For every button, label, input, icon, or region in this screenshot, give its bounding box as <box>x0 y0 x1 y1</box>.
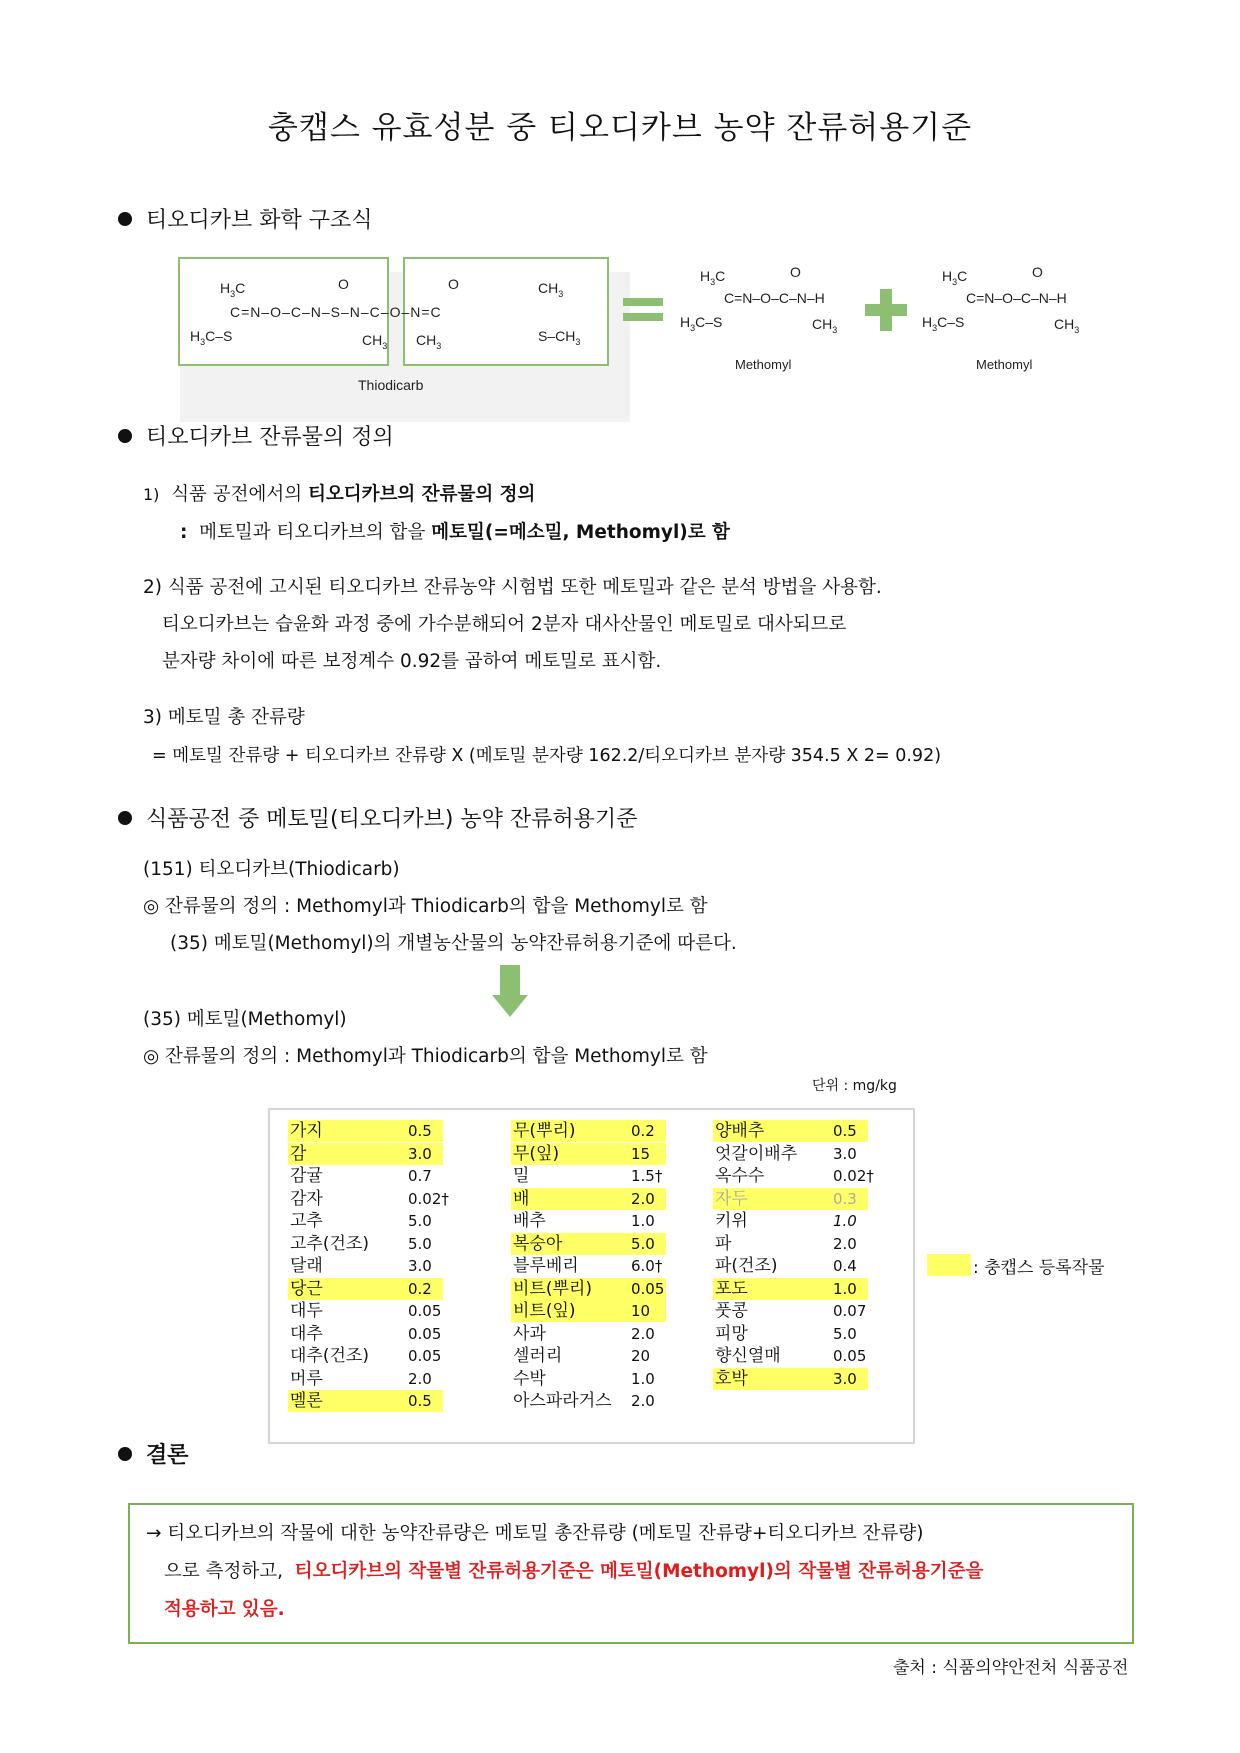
mrl-value: 3.0 <box>408 1144 432 1163</box>
table-row <box>713 1323 868 1345</box>
crop-name: 머루 <box>290 1368 323 1389</box>
table-row <box>713 1165 874 1187</box>
mrl-value: 1.5† <box>631 1167 663 1185</box>
mrl-value: 5.0 <box>408 1212 432 1230</box>
methomyl-structure-2: $H_3C$ O C=N–O–C–N–H $H_3C-S$ $CH_3$ <box>922 264 1080 335</box>
table-row <box>288 1323 443 1345</box>
mrl-value: 0.02† <box>833 1167 874 1185</box>
table-row <box>713 1233 868 1255</box>
table-row <box>288 1390 443 1412</box>
section-heading-conclusion: 결론 <box>118 1438 189 1469</box>
down-arrow-icon <box>500 965 520 995</box>
mrl-value: 2.0 <box>631 1189 655 1208</box>
crop-name: 배 <box>513 1188 530 1209</box>
crop-name: 복숭아 <box>513 1233 563 1254</box>
mrl-value: 0.05 <box>631 1279 665 1298</box>
page-title: 충캡스 유효성분 중 티오디카브 농약 잔류허용기준 <box>267 110 973 146</box>
table-row <box>288 1143 443 1165</box>
crop-name: 피망 <box>715 1323 748 1344</box>
crop-name: 멜론 <box>290 1391 323 1411</box>
mrl-value: 3.0 <box>833 1144 857 1163</box>
mrl-value: 1.0 <box>833 1212 857 1230</box>
table-row <box>288 1210 443 1232</box>
crop-name: 아스파라거스 <box>513 1391 612 1411</box>
table-row <box>511 1210 666 1232</box>
table-row <box>713 1368 868 1390</box>
bullet-icon <box>118 212 132 226</box>
source-citation: 출처 : 식품의약안전처 식품공전 <box>893 1658 1129 1678</box>
follow-methomyl-line: (35) 메토밀(Methomyl)의 개별농산물의 농약잔류허용기준에 따른다. <box>170 933 737 954</box>
table-row <box>713 1120 868 1142</box>
crop-name: 엇갈이배추 <box>715 1143 798 1164</box>
table-row <box>511 1390 666 1412</box>
crop-name: 사과 <box>513 1323 546 1344</box>
table-row <box>713 1345 868 1367</box>
table-row <box>713 1278 868 1300</box>
conclusion-line-2: 으로 측정하고, 티오디카브의 작물별 잔류허용기준은 메토밀(Methomyl)의 작물별 잔류허용기준을 <box>164 1561 984 1582</box>
crop-name: 파 <box>715 1233 732 1254</box>
mrl-value: 0.5 <box>408 1122 432 1140</box>
mrl-value: 5.0 <box>631 1234 655 1253</box>
mrl-value: 0.02† <box>408 1189 449 1208</box>
crop-name: 양배추 <box>715 1121 765 1141</box>
mrl-value: 1.0 <box>833 1279 857 1298</box>
crop-name: 옥수수 <box>715 1166 765 1186</box>
methomyl-label-2: Methomyl <box>976 357 1033 372</box>
mrl-value: 2.0 <box>631 1392 655 1410</box>
code-151-line: (151) 티오디카브(Thiodicarb) <box>143 859 400 880</box>
crop-name: 대추(건조) <box>290 1346 369 1366</box>
table-row <box>713 1300 868 1322</box>
crop-name: 블루베리 <box>513 1256 579 1276</box>
table-row <box>288 1255 443 1277</box>
crop-name: 수박 <box>513 1368 546 1389</box>
crop-name: 밀 <box>513 1166 530 1186</box>
methomyl-label-1: Methomyl <box>735 357 792 372</box>
table-row <box>288 1165 443 1187</box>
crop-name: 파(건조) <box>715 1256 778 1276</box>
crop-name: 고추 <box>290 1211 323 1231</box>
mrl-value: 0.05 <box>408 1302 442 1320</box>
definition-item-2-line2: 티오디카브는 습윤화 과정 중에 가수분해되어 2분자 대사산물인 메토밀로 대사되므로 <box>162 614 847 635</box>
crop-name: 비트(뿌리) <box>513 1278 592 1299</box>
down-arrow-head <box>492 995 528 1017</box>
crop-name: 풋콩 <box>715 1301 748 1321</box>
mrl-value: 0.4 <box>833 1257 857 1275</box>
residue-definition-1: ◎ 잔류물의 정의 : Methomyl과 Thiodicarb의 합을 Methomyl로 함 <box>143 896 708 917</box>
bullet-icon <box>118 1447 132 1461</box>
mrl-value: 0.2 <box>631 1122 655 1140</box>
table-row <box>288 1368 443 1390</box>
table-row <box>288 1188 449 1210</box>
table-row <box>288 1120 443 1142</box>
mrl-value: 20 <box>631 1347 651 1365</box>
mrl-value: 0.07 <box>833 1302 867 1320</box>
crop-name: 대두 <box>290 1301 323 1321</box>
mrl-value: 3.0 <box>833 1369 857 1388</box>
unit-label: 단위 : mg/kg <box>812 1078 897 1094</box>
section-heading-mrl: 식품공전 중 메토밀(티오디카브) 농약 잔류허용기준 <box>118 802 637 833</box>
residue-definition-2: ◎ 잔류물의 정의 : Methomyl과 Thiodicarb의 합을 Methomyl로 함 <box>143 1046 708 1067</box>
legend-label: : 충캡스 등록작물 <box>973 1258 1105 1278</box>
definition-item-2-line3: 분자량 차이에 따른 보정계수 0.92를 곱하여 메토밀로 표시함. <box>162 651 662 672</box>
table-row <box>288 1300 443 1322</box>
definition-item-1-sub: : 메토밀과 티오디카브의 합을 메토밀(=메소밀, Methomyl)로 함 <box>180 522 730 543</box>
mrl-value: 0.3 <box>833 1189 857 1208</box>
mrl-table <box>268 1108 915 1444</box>
table-row <box>713 1255 868 1277</box>
crop-name: 포도 <box>715 1278 748 1299</box>
section-heading-structure: 티오디카브 화학 구조식 <box>118 203 373 234</box>
conclusion-line-1: → 티오디카브의 작물에 대한 농약잔류량은 메토밀 총잔류량 (메토밀 잔류량+티오디카브 잔류량) <box>146 1523 924 1544</box>
crop-name: 비트(잎) <box>513 1301 576 1321</box>
mrl-value: 2.0 <box>408 1369 432 1388</box>
mrl-value: 2.0 <box>833 1234 857 1253</box>
plus-icon-bar <box>880 289 892 331</box>
mrl-value: 5.0 <box>833 1324 857 1343</box>
mrl-value: 5.0 <box>408 1234 432 1253</box>
legend-swatch <box>927 1254 971 1276</box>
table-row <box>511 1143 666 1165</box>
table-row <box>511 1368 666 1390</box>
mrl-value: 3.0 <box>408 1257 432 1275</box>
equals-icon-bar <box>623 313 663 321</box>
mrl-value: 2.0 <box>631 1324 655 1343</box>
table-row <box>511 1323 666 1345</box>
table-row <box>288 1345 443 1367</box>
crop-name: 호박 <box>715 1368 748 1389</box>
crop-name: 가지 <box>290 1121 323 1141</box>
table-row <box>713 1188 868 1210</box>
crop-name: 감자 <box>290 1188 323 1209</box>
table-row <box>511 1165 666 1187</box>
code-35-line: (35) 메토밀(Methomyl) <box>143 1009 347 1030</box>
table-row <box>511 1278 666 1300</box>
bullet-icon <box>118 429 132 443</box>
mrl-value: 15 <box>631 1144 651 1163</box>
mrl-value: 6.0† <box>631 1257 663 1275</box>
mrl-value: 0.05 <box>408 1347 442 1365</box>
table-row <box>511 1345 666 1367</box>
crop-name: 무(잎) <box>513 1143 560 1164</box>
methomyl-structure-1: $H_3C$ O C=N–O–C–N–H $H_3C-S$ $CH_3$ <box>680 264 838 335</box>
thiodicarb-label: Thiodicarb <box>358 377 424 393</box>
mrl-value: 0.05 <box>833 1347 867 1365</box>
equals-icon <box>623 298 663 306</box>
crop-name: 배추 <box>513 1211 546 1231</box>
mrl-value: 0.2 <box>408 1279 432 1298</box>
mrl-value: 0.5 <box>408 1392 432 1410</box>
table-row <box>713 1210 868 1232</box>
table-row <box>511 1233 666 1255</box>
crop-name: 무(뿌리) <box>513 1121 576 1141</box>
conclusion-line-3: 적용하고 있음. <box>164 1599 285 1620</box>
conclusion-box <box>128 1503 1134 1644</box>
table-row <box>288 1233 443 1255</box>
table-row <box>288 1278 443 1300</box>
crop-name: 감귤 <box>290 1166 323 1186</box>
definition-item-3-formula: = 메토밀 잔류량 + 티오디카브 잔류량 X (메토밀 분자량 162.2/티오디카브 분자량 354.5 X 2= 0.92) <box>152 746 942 766</box>
thiodicarb-structure: $H_3C$ O O $CH_3$ C=N–O–C–N–S–N–C–O–N=C $H_3C-S$ $CH_3$ $CH_3$ $S-CH_3$ <box>190 276 581 351</box>
mrl-value: 0.7 <box>408 1167 432 1185</box>
crop-name: 대추 <box>290 1323 323 1344</box>
definition-item-1: 1) 식품 공전에서의 티오디카브의 잔류물의 정의 <box>143 484 536 505</box>
table-row <box>511 1255 666 1277</box>
table-row <box>511 1188 666 1210</box>
table-row <box>511 1300 666 1322</box>
mrl-value: 10 <box>631 1302 651 1320</box>
crop-name: 향신열매 <box>715 1346 781 1366</box>
crop-name: 당근 <box>290 1278 323 1299</box>
mrl-value: 1.0 <box>631 1212 655 1230</box>
table-row <box>713 1143 868 1165</box>
crop-name: 셀러리 <box>513 1346 563 1366</box>
section-heading-definition: 티오디카브 잔류물의 정의 <box>118 420 394 451</box>
mrl-value: 0.5 <box>833 1122 857 1140</box>
crop-name: 키위 <box>715 1211 748 1231</box>
mrl-value: 0.05 <box>408 1324 442 1343</box>
definition-item-3-line1: 3) 메토밀 총 잔류량 <box>143 707 305 728</box>
table-row <box>511 1120 666 1142</box>
crop-name: 감 <box>290 1143 307 1164</box>
mrl-value: 1.0 <box>631 1369 655 1388</box>
definition-item-2-line1: 2) 식품 공전에 고시된 티오디카브 잔류농약 시험법 또한 메토밀과 같은 분석 방법을 사용함. <box>143 577 882 598</box>
crop-name: 달래 <box>290 1256 323 1276</box>
crop-name: 자두 <box>715 1188 748 1209</box>
crop-name: 고추(건조) <box>290 1233 369 1254</box>
bullet-icon <box>118 811 132 825</box>
